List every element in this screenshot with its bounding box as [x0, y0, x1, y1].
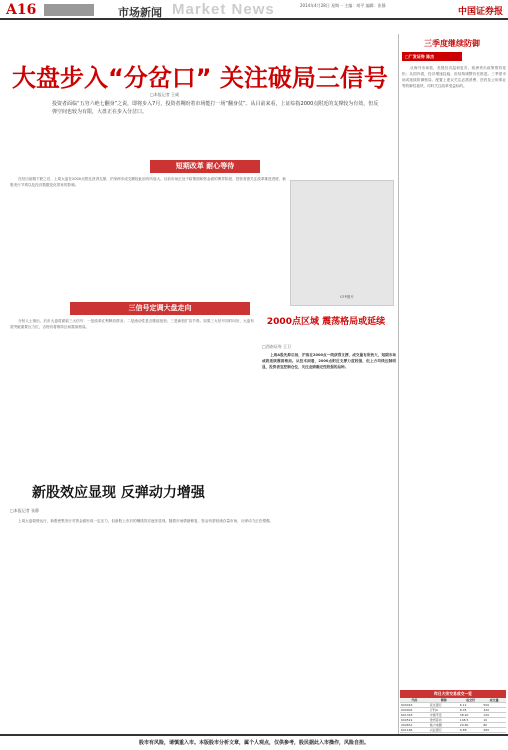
table-header-cell: 成交价: [459, 698, 483, 703]
table-header-cell: 代码: [400, 698, 429, 703]
second-article-text: [10, 518, 396, 728]
table-cell: 320: [482, 708, 506, 713]
table-cell: 10: [482, 718, 506, 723]
data-table: [400, 698, 506, 733]
table-body: [400, 703, 506, 733]
table-cell: 120: [482, 713, 506, 718]
center-paragraph: 上周A股先抑后扬，沪指在2000点一线获得支撑，成交量有所放大，短期市场或将延续震荡格局。从技术面看，2000点附近支撑力度较强，但上方均线压制明显，投资者宜控制仓位，关注业绩确定性较强的品种。: [262, 353, 396, 369]
sidebar-title: 三季度继续防御: [424, 39, 480, 48]
table-cell: 贵州茅台: [429, 718, 459, 723]
header-decor-bar: [44, 4, 94, 16]
main-text-1: [10, 176, 286, 298]
sidebar-label: □广发证券 陈杰: [402, 52, 462, 61]
table-cell: 中国平安: [429, 713, 459, 718]
table-cell: 万科A: [429, 708, 459, 713]
table-cell: 6.12: [459, 703, 483, 708]
table-cell: 格力电器: [429, 723, 459, 728]
second-byline: □本报记者 张静: [10, 508, 40, 513]
section-title-en: Market News: [172, 1, 275, 18]
table-cell: 000002: [400, 708, 429, 713]
table-cell: 38.20: [459, 713, 483, 718]
second-headline: 新股效应显现 反弹动力增强: [32, 485, 205, 501]
page-footer: 股市有风险，请慎重入市。本版股市分析文章，属个人观点，仅供参考，股民据此入市操作，风险自担。: [0, 734, 508, 750]
table-header-cell: 成交量: [482, 698, 506, 703]
subhead-bar-1: 短期改革 耐心等待: [150, 160, 260, 173]
table-cell: 600016: [400, 703, 429, 708]
table-cell: 600519: [400, 718, 429, 723]
table-cell: 兴业银行: [429, 728, 459, 733]
table-header-cell: 简称: [429, 698, 459, 703]
page-number: A16: [6, 2, 37, 18]
sidebar-text: [402, 65, 506, 670]
table-cell: 601166: [400, 728, 429, 733]
table-title: 昨日大宗交易成交一览: [400, 690, 506, 698]
table-cell: 148.5: [459, 718, 483, 723]
table-cell: 601318: [400, 713, 429, 718]
table-cell: 29.80: [459, 723, 483, 728]
table-cell: 260: [482, 728, 506, 733]
table-cell: 80: [482, 723, 506, 728]
subhead-bar-2: 三信号定调大盘走向: [70, 302, 250, 315]
section-title: 市场新闻: [118, 6, 162, 19]
header-info: 2014年4月28日 星期一 主编：胡平 编辑：张静: [300, 3, 386, 8]
main-paragraph-2: 分析人士指出，后市大盘将面临三大信号：一是改革红利释放情况；二是流动性是否继续宽松；三是新股扩容节奏。如果三大信号同时向好，大盘有望突破重要压力位，否则仍将维持区间震荡格局。: [10, 319, 254, 329]
table-cell: 9.88: [459, 728, 483, 733]
main-text-2: [10, 318, 254, 468]
main-paragraph-1: 在经历前期下跌之后，上周大盘在2000点附近获得支撑，沪深两市成交额较此前有所放大。目前市场正处于政策面和资金面的博弈阶段，投资者需关注改革推进进度、新股发行节奏以及经济数据变化带来的影响。: [10, 177, 286, 187]
table-cell: 民生银行: [429, 703, 459, 708]
center-article-byline: □西南证券 王卫: [262, 344, 292, 349]
table-cell: 8.05: [459, 708, 483, 713]
main-byline: □本报记者 王威: [150, 92, 180, 97]
article-photo: [290, 180, 394, 306]
photo-caption: CFP图片: [340, 295, 354, 299]
column-divider: [398, 34, 399, 734]
page-header: [0, 0, 508, 20]
paper-logo: 中国证券报: [458, 7, 504, 17]
main-lead: 投资者面临“五穷六绝七翻身”之说，即将步入7月，投资者期盼着市场能打一场“翻身仗”。从目前来看，上证综指2000点附近的支撑较为有效，但反弹空间也较为有限，大盘正在步入分岔口。: [52, 101, 379, 115]
table-row: [400, 728, 506, 733]
center-article-title: 2000点区域 震荡格局或延续: [266, 317, 386, 327]
sidebar-paragraph: 从海外市场看，美国经济温和复苏，欧洲货币政策维持宽松；从国内看，经济增速趋稳，但结构调整仍在推进。三季度市场或延续防御格局，配置上建议关注必需消费、医药及公用事业等防御性板块，同时关注改革受益标的。: [402, 66, 506, 88]
table-cell: 500: [482, 703, 506, 708]
second-paragraph: 上周大盘弱势运行，新股密集发行对资金面形成一定压力，但新股上市后的赚钱效应逐步显现。随着市场情绪修复，资金有望回流存量市场，反弹动力正在增强。: [18, 519, 274, 523]
table-cell: 000651: [400, 723, 429, 728]
main-headline: 大盘步入“分岔口” 关注破局三信号: [12, 64, 388, 92]
